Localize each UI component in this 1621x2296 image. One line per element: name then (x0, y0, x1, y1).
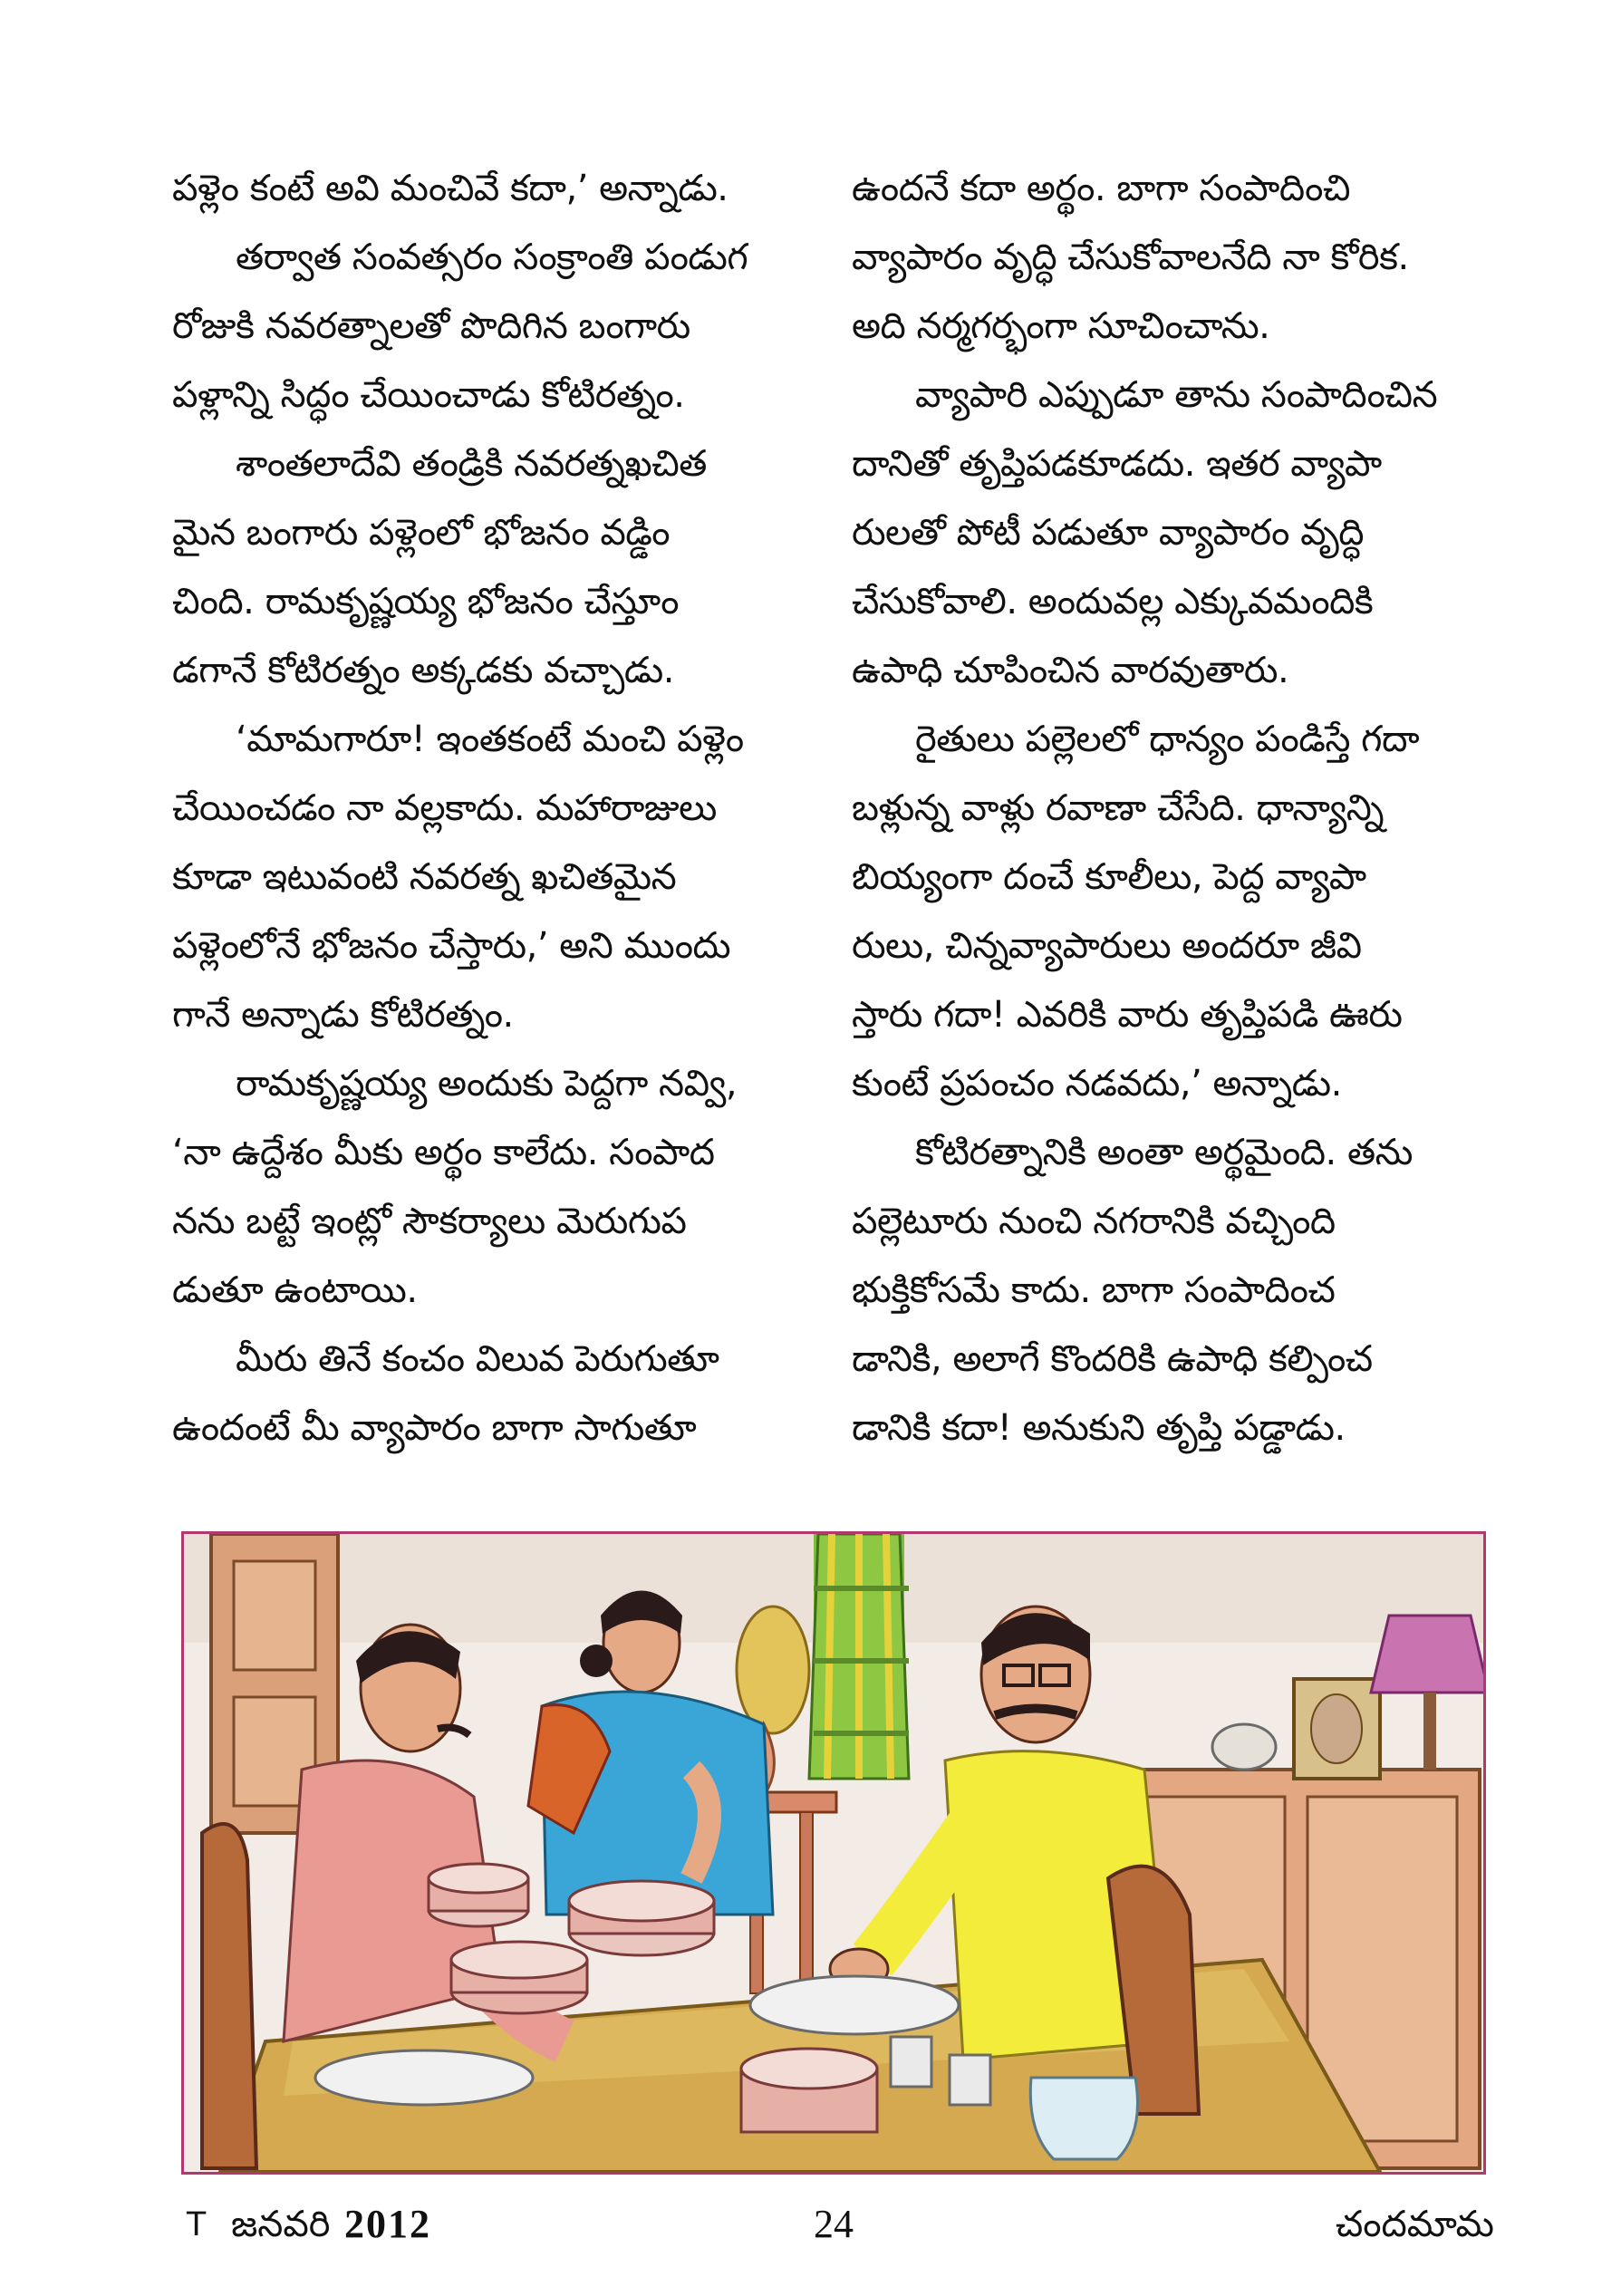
page-number: 24 (814, 2202, 854, 2246)
text-line: భుక్తికోసమే కాదు. బాగా సంపాదించ (852, 1269, 1336, 1311)
text-line: ఉపాధి చూపించిన వారవుతారు. (852, 650, 1289, 691)
text-line: కుంటే ప్రపంచం నడవదు,’ అన్నాడు. (852, 1063, 1342, 1105)
text-line: బళ్లున్న వాళ్లు రవాణా చేసేది. ధాన్యాన్ని (852, 787, 1384, 829)
left-column (172, 154, 806, 1462)
text-line: చేయించడం నా వల్లకాదు. మహారాజులు (172, 787, 717, 829)
footer-year: 2012 (344, 2202, 431, 2246)
text-line: గానే అన్నాడు కోటిరత్నం. (172, 994, 514, 1036)
text-line: రామకృష్ణయ్య అందుకు పెద్దగా నవ్వి, (236, 1063, 738, 1105)
text-line: దానితో తృప్తిపడకూడదు. ఇతర వ్యాపా (852, 443, 1382, 485)
text-line: రులతో పోటీ పడుతూ వ్యాపారం వృద్ధి (852, 512, 1364, 554)
footer-letter: T (186, 2205, 207, 2243)
text-line: మీరు తినే కంచం విలువ పెరుగుతూ (236, 1338, 719, 1380)
text-line: శాంతలాదేవి తండ్రికి నవరత్నఖచిత (236, 443, 707, 485)
text-line: స్తారు గదా! ఎవరికి వారు తృప్తిపడి ఊరు (852, 994, 1403, 1036)
text-line: చింది. రామకృష్ణయ్య భోజనం చేస్తూం (172, 581, 680, 622)
text-line: చేసుకోవాలి. అందువల్ల ఎక్కువమందికి (852, 581, 1374, 622)
text-line: వ్యాపారం వృద్ధి చేసుకోవాలనేది నా కోరిక. (852, 236, 1409, 278)
text-line: ‘నా ఉద్దేశం మీకు అర్థం కాలేదు. సంపాద (172, 1132, 715, 1173)
story-illustration (181, 1531, 1486, 2175)
text-line: తర్వాత సంవత్సరం సంక్రాంతి పండుగ (236, 236, 748, 278)
text-line: పళ్లాన్ని సిద్ధం చేయించాడు కోటిరత్నం. (172, 374, 685, 416)
text-line: అది నర్మగర్భంగా సూచించాను. (852, 305, 1270, 347)
photo-frame (1294, 1679, 1380, 1779)
article-body (172, 154, 1486, 1513)
chair-left (202, 1824, 256, 2168)
curtain (809, 1534, 909, 1779)
text-line: రులు, చిన్నవ్యాపారులు అందరూ జీవి (852, 925, 1362, 967)
text-line: మైన బంగారు పళ్లెంలో భోజనం వడ్డిం (172, 512, 671, 554)
text-line: నను బట్టే ఇంట్లో సౌకర్యాలు మెరుగుప (172, 1201, 687, 1242)
text-line: ఉందనే కదా అర్థం. బాగా సంపాదించి (852, 168, 1351, 209)
text-line: డానికి కదా! అనుకుని తృప్తి పడ్డాడు. (852, 1407, 1346, 1449)
text-line: పళ్లెంలోనే భోజనం చేస్తారు,’ అని ముందు (172, 925, 731, 967)
text-line: వ్యాపారి ఎప్పుడూ తాను సంపాదించిన (915, 374, 1438, 416)
text-line: ‘మామగారూ! ఇంతకంటే మంచి పళ్లెం (236, 719, 744, 760)
text-line: డుతూ ఉంటాయి. (172, 1269, 418, 1311)
text-line: పళ్లెం కంటే అవి మంచివే కదా,’ అన్నాడు. (172, 168, 728, 209)
text-line: కోటిరత్నానికి అంతా అర్థమైంది. తను (915, 1132, 1414, 1173)
text-line: డగానే కోటిరత్నం అక్కడకు వచ్చాడు. (172, 650, 674, 691)
text-line: రైతులు పల్లెలలో ధాన్యం పండిస్తే గదా (915, 719, 1420, 760)
right-column (852, 154, 1486, 1462)
magazine-name: చందమామ (1335, 2204, 1494, 2245)
text-line: బియ్యంగా దంచే కూలీలు, పెద్ద వ్యాపా (852, 856, 1366, 898)
footer-month: జనవరి (231, 2204, 331, 2245)
figurine (1212, 1724, 1276, 1770)
text-line: కూడా ఇటువంటి నవరత్న ఖచితమైన (172, 856, 677, 898)
text-line: రోజుకి నవరత్నాలతో పొదిగిన బంగారు (172, 305, 690, 347)
text-line: ఉందంటే మీ వ్యాపారం బాగా సాగుతూ (172, 1407, 697, 1449)
page-footer (0, 2197, 1621, 2261)
text-line: పల్లెటూరు నుంచి నగరానికి వచ్చింది (852, 1201, 1336, 1242)
text-line: డానికి, అలాగే కొందరికి ఉపాధి కల్పించ (852, 1338, 1373, 1380)
